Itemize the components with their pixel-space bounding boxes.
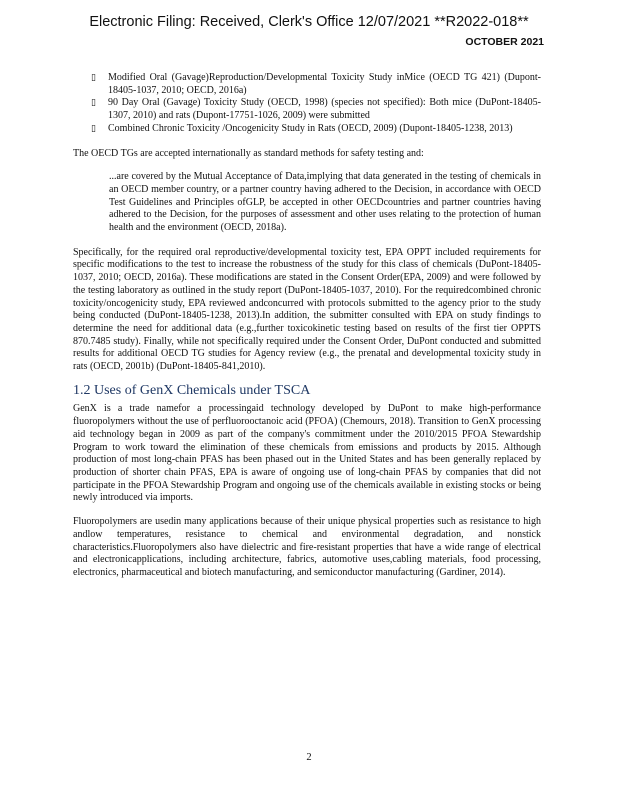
specifically-paragraph: Specifically, for the required oral reproductive/developmental toxicity test, EPA OPPT included requirements for specific modifications to the test to increase the robustness of the study for this class of chemicals (DuPont-18405-1037, 2010; OECD, 2016a). These modifications are stated in the Consent Order(EPA, 2009) and were followed by the testing laboratory as outlined in the study report (DuPont-18405-1037, 2010). For the requiredcombined chronic toxicity/oncogenicity study, EPA reviewed andconcurred with protocols submitted to the agency prior to the study being conducted (DuPont-18405-1238, 2013).In addition, the submitter consulted with EPA on study findings to determine the need for additional data (e.g.,further toxicokinetic testing based on results of the first tier OPPTS 870.7485 study). Finally, while not specifically required under the Consent Order, DuPont conducted and submitted results for additional OECD TG studies for Agency review (e.g., the prenatal and developmental toxicity study in rats (OECD, 2001b) (DuPont-18405-841,2010). (73, 246, 541, 373)
study-bullet-list (91, 72, 541, 136)
bullet-item (91, 97, 541, 122)
bullet-box-icon: ▯ (91, 73, 96, 83)
document-body (73, 72, 541, 591)
genx-paragraph: GenX is a trade namefor a processingaid technology developed by DuPont to make high-performance fluoropolymers without the use of perfluorooctanoic acid (PFOA) (Chemours, 2018). Transition to GenX processing aid technology began in 2009 as part of the company's commitment under the 2010/2015 PFOA Stewardship Program to work toward the elimination of these chemicals from emissions and products by 2015. Although production of most long-chain PFAS has been phased out in the United States and has been generally replaced by production of shorter chain PFAS, EPA is aware of ongoing use of long-chain PFAS by companies that did not participate in the PFOA Stewardship Program and ongoing use of the chemicals available in existing stocks or being newly introduced via imports. (73, 403, 541, 504)
bullet-box-icon: ▯ (91, 98, 96, 109)
page-number: 2 (306, 752, 312, 763)
bullet-box-icon: ▯ (91, 123, 96, 134)
bullet-text: Combined Chronic Toxicity /Oncogenicity Study in Rats (OECD, 2009) (Dupont-18405-1238, 2013) (108, 122, 513, 134)
bullet-text: 90 Day Oral (Gavage) Toxicity Study (OECD, 1998) (species not specified): Both mice (DuPont-18405-1307, 2010) and rats (Dupont-17751-1026, 2009) were submitted (108, 97, 541, 122)
filing-date-subline: OCTOBER 2021 (465, 36, 544, 48)
block-quote: ...are covered by the Mutual Acceptance of Data,implying that data generated in the testing of chemicals in an OECD member country, or a partner country having adhered to the Decision, in accordance with OECD Test Guidelines and Principles ofGLP, be accepted in other OECDcountries and partner countries having adhered to the Decision, for the purposes of assessment and other uses relating to the protection of human health and the environment (OECD, 2018a). (109, 171, 541, 234)
bullet-item (91, 123, 541, 136)
section-heading: 1.2 Uses of GenX Chemicals under TSCA (73, 382, 311, 398)
oecd-intro-paragraph: The OECD TGs are accepted internationally as standard methods for safety testing and: (73, 147, 424, 159)
bullet-text: Modified Oral (Gavage)Reproduction/Developmental Toxicity Study inMice (OECD TG 421) (Dupont-18405-1037, 2010; OECD, 2016a) (108, 72, 541, 96)
filing-stamp-header: Electronic Filing: Received, Clerk's Office 12/07/2021 **R2022-018** (89, 14, 529, 30)
fluoropolymers-paragraph: Fluoropolymers are usedin many applications because of their unique physical properties such as resistance to high andlow temperatures, resistance to chemical and environmental degradation, and nonstick characteristics.Fluoropolymers also have dielectric and fire-resistant properties that have a wide range of electrical and electronicapplications, including architecture, fabrics, automotive uses,cabling materials, food processing, electronics, pharmaceutical and biotech manufacturing, and semiconductor manufacturing (Gardiner, 2014). (73, 516, 541, 578)
bullet-item (91, 72, 541, 97)
